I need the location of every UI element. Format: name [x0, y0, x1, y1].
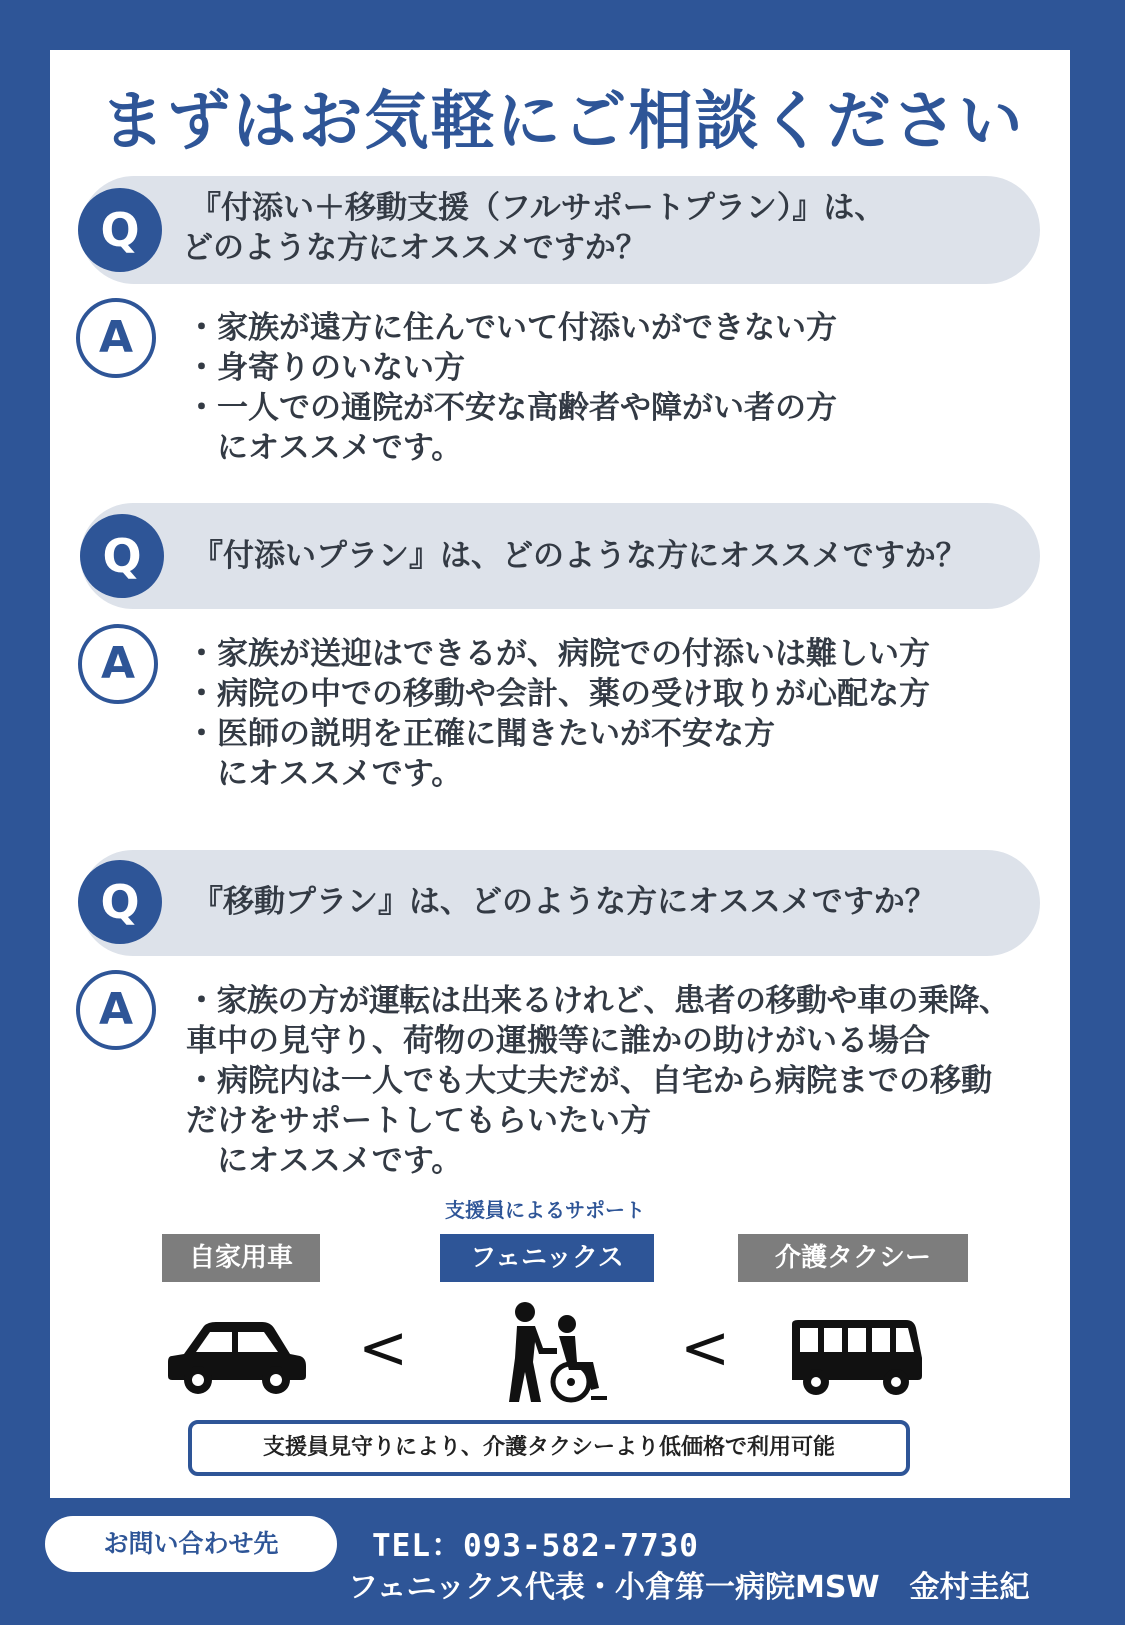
answer-2-line-4: にオススメです。	[186, 756, 463, 792]
page-title: まずはお気軽にご相談ください	[100, 85, 1025, 159]
phone-number[interactable]: TEL：093-582-7730	[372, 1528, 699, 1564]
q-icon: Q	[78, 860, 162, 944]
a-icon: A	[76, 298, 156, 378]
question-1-line-2: どのような方にオススメですか？	[182, 230, 647, 266]
question-2-line-1: 『付添いプラン』は、どのような方にオススメですか？	[192, 538, 967, 574]
answer-2-line-3: ・医師の説明を正確に聞きたいが不安な方	[186, 716, 775, 752]
answer-1-line-4: にオススメです。	[186, 430, 463, 466]
answer-3-line-2: 車中の見守り、荷物の運搬等に誰かの助けがいる場合	[186, 1023, 930, 1059]
question-1-line-1: 『付添い＋移動支援（フルサポートプラン）』は、	[190, 190, 886, 226]
answer-3-line-4: だけをサポートしてもらいたい方	[186, 1103, 651, 1139]
bus-icon	[788, 1318, 924, 1396]
answer-1-line-3: ・一人での通院が不安な高齢者や障がい者の方	[186, 390, 837, 426]
q-icon: Q	[80, 514, 164, 598]
answer-3-line-3: ・病院内は一人でも大丈夫だが、自宅から病院までの移動	[186, 1063, 992, 1099]
wheelchair-assist-icon	[505, 1302, 609, 1404]
car-icon	[166, 1318, 308, 1394]
answer-1-line-1: ・家族が遠方に住んでいて付添いができない方	[186, 310, 837, 346]
less-than-sign: <	[680, 1313, 731, 1383]
answer-1-line-2: ・身寄りのいない方	[186, 350, 465, 386]
answer-3-line-5: にオススメです。	[186, 1143, 463, 1179]
price-note: 支援員見守りにより、介護タクシーより低価格で利用可能	[188, 1420, 910, 1476]
tag-phoenix: フェニックス	[440, 1234, 654, 1282]
support-label: 支援員によるサポート	[445, 1198, 645, 1222]
tag-own-car: 自家用車	[162, 1234, 320, 1282]
contact-label: お問い合わせ先	[45, 1516, 337, 1572]
answer-3-line-1: ・家族の方が運転は出来るけれど、患者の移動や車の乗降、	[186, 983, 1010, 1019]
organization-contact: フェニックス代表・小倉第一病院MSW 金村圭紀	[348, 1570, 1030, 1605]
question-3-line-1: 『移動プラン』は、どのような方にオススメですか？	[192, 884, 936, 920]
tag-care-taxi: 介護タクシー	[738, 1234, 968, 1282]
a-icon: A	[78, 624, 158, 704]
a-icon: A	[76, 970, 156, 1050]
answer-2-line-2: ・病院の中での移動や会計、薬の受け取りが心配な方	[186, 676, 930, 712]
q-icon: Q	[78, 188, 162, 272]
answer-2-line-1: ・家族が送迎はできるが、病院での付添いは難しい方	[186, 636, 930, 672]
less-than-sign: <	[358, 1313, 409, 1383]
